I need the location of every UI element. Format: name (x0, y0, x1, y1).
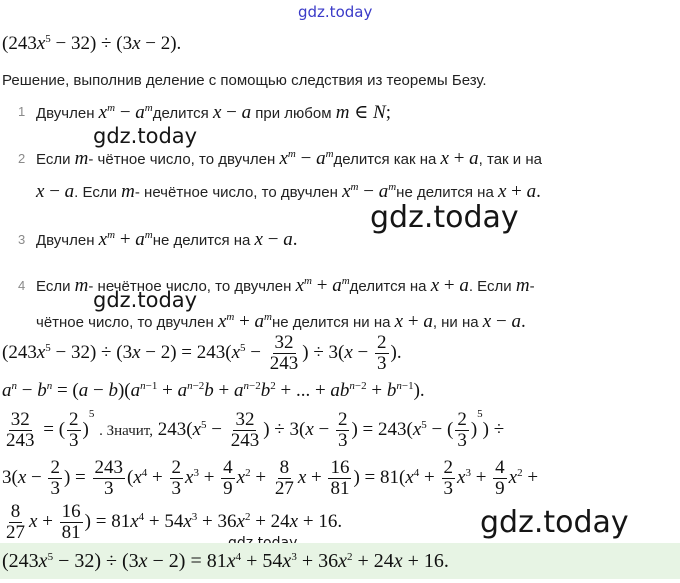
solution-intro: Решение, выполнив деление с помощью следствия из теоремы Безу. (2, 72, 487, 89)
watermark: gdz.today (370, 200, 519, 235)
rule-3: Двучлен $x^m + a^mне$ делится на x − a. (36, 229, 298, 250)
watermark: gdz.today (93, 124, 198, 148)
step-factorization: $(243x^5 - 32) \div (3x - 2) = 243(x^5$ − $\frac{32}{243}$ ) ÷ 3(x − $\frac{2}{3}$ ). (2, 332, 402, 374)
rule-number: 4 (18, 278, 26, 293)
rule-4-line1: Если m- нечётное число, то двучлен $x^m$ + $a^mделится$ на x + a. Если m- (36, 275, 535, 296)
step-expansion: 3(x − $\frac{2}{3}$ ) = $\frac{243}{3}$ ($x^4$ + $\frac{2}{3}$ $x^3$ + $\frac{4}{9}$ $x^2$ + $\frac{8}{27}$ x + $\frac{16}{81}$ ) = $81(x^4$ + $\frac{2}{3}$ $x^3$ + $\frac{4}{9}$ $x^2$ + (2, 457, 539, 499)
watermark: gdz.today (93, 288, 198, 312)
watermark: gdz.today (480, 505, 629, 540)
difference-of-powers-formula: $a^n - b^n = (a - b)(a^{n-1} + a^{n-2}b + a^{n-2}b^2$ + ... + $ab^{n-2} + b^{n-1}$). (2, 380, 425, 401)
problem-expression: $(243x^5 - 32) \div (3x - 2)$. (2, 33, 182, 54)
step-substitution: $\frac{32}{243}$ = ( $\frac{2}{3}$ )$^5$ . Значит, $243(x^5$ − $\frac{32}{243}$ ) ÷ 3(x − $\frac{2}{3}$ ) = $243(x^5$ − ( $\frac{2}{3}$ )$^5$) ÷ (6, 407, 505, 451)
final-answer: $(243x^5 - 32) \div (3x - 2) = 81x^4 + 54x^3 + 36x^2 + 24x + 16$. (2, 550, 449, 572)
rule-2-line1: Если m- чётное число, то двучлен $x^m$ − $a^mделится$ как на x + a, так и на (36, 148, 542, 169)
rule-number: 1 (18, 104, 26, 119)
rule-1: Двучлен $x^m$ − $a^mделится$ x − a при любом m ∈ N; (36, 102, 392, 123)
rule-2-line2: x − a. Если m- нечётное число, то двучлен $x^m - a^mне$ делится на x + a. (36, 181, 541, 202)
step-result: $\frac{8}{27}$ x + $\frac{16}{81}$ ) = $81x^4 + 54x^3 + 36x^2 + 24x + 16$. (6, 501, 343, 543)
rule-4-line2: чётное число, то двучлен $x^m + a^mне$ делится ни на x + a, ни на x − a. (36, 311, 526, 332)
rule-number: 2 (18, 151, 26, 166)
watermark: gdz.today (298, 3, 373, 21)
rule-number: 3 (18, 232, 26, 247)
